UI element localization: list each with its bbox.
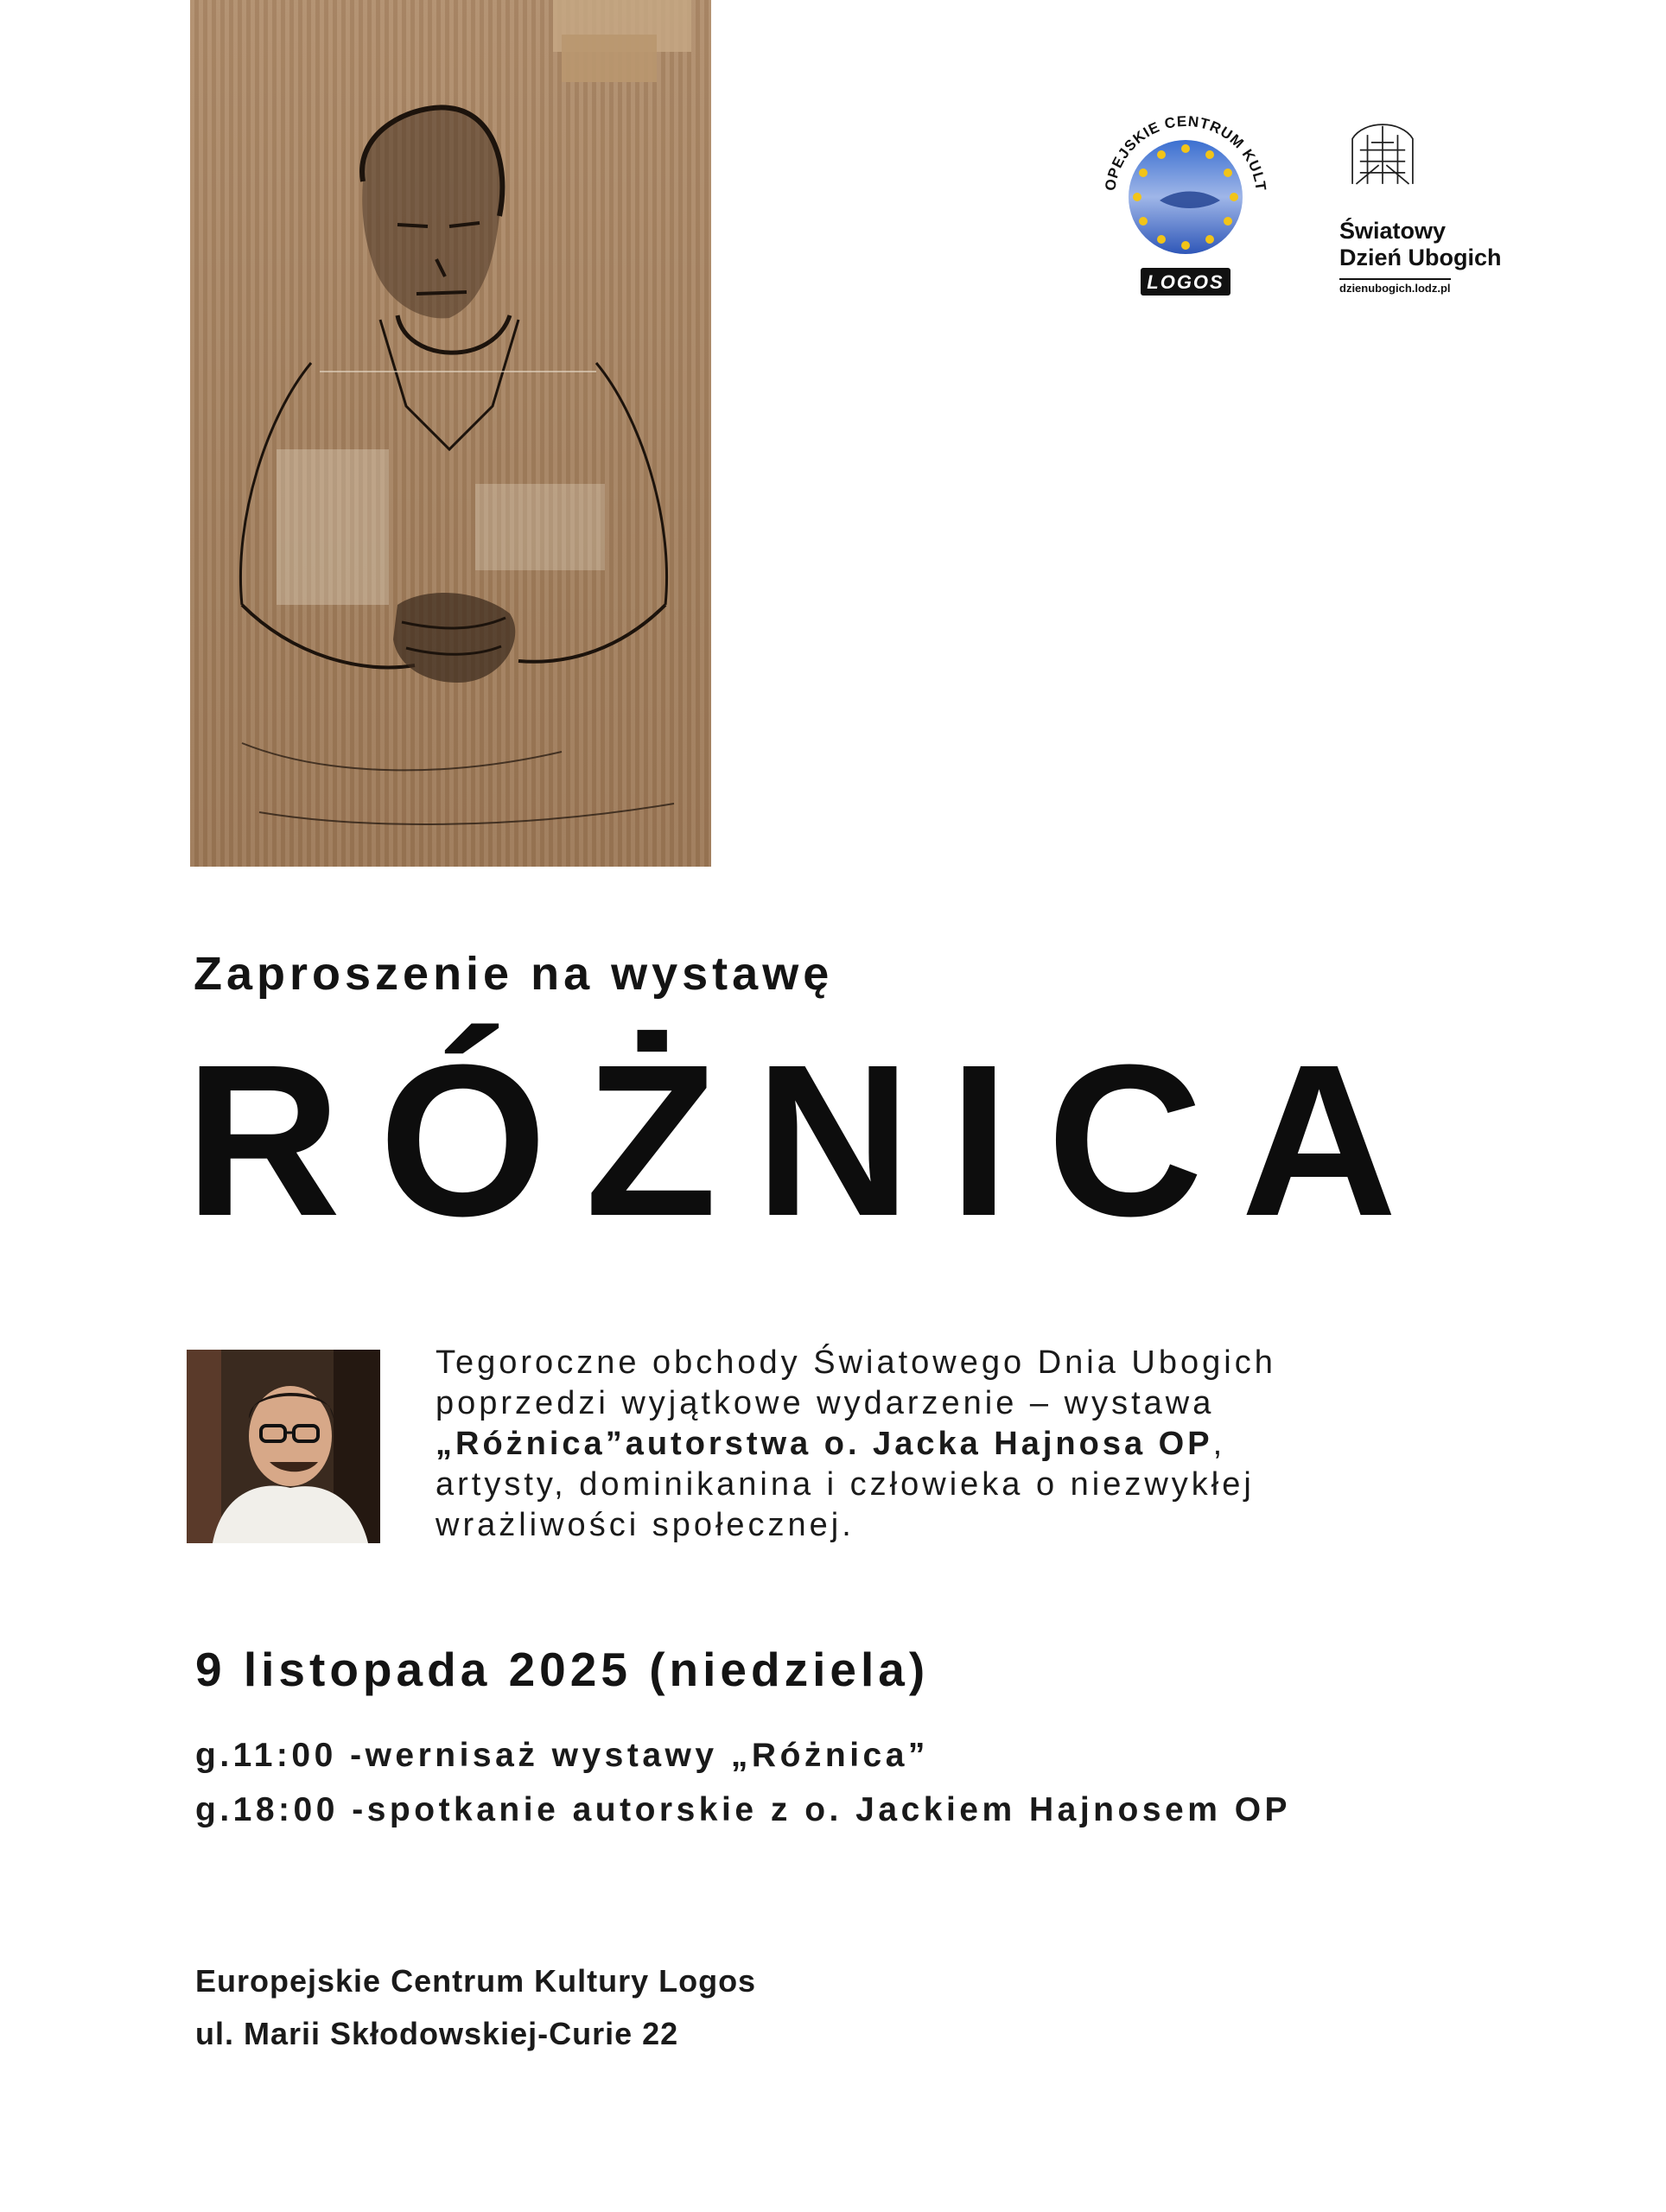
cardboard-portrait-drawing [190,0,711,867]
description-line: artysty, dominikanina i człowieka o niezwykłej [436,1466,1255,1503]
venue-name: Europejskie Centrum Kultury Logos [195,1963,757,1999]
sdu-name-line2: Dzień Ubogich [1339,245,1502,270]
ecl-logo-emblem [1099,104,1272,311]
swiatowy-dzien-ubogich-logo [1339,112,1529,311]
invite-heading: Zaproszenie na wystawę [194,948,834,1000]
author-photo [187,1350,380,1543]
description-comma: , [1212,1426,1226,1462]
church-sketch-icon [1341,112,1424,195]
sdu-url: dzienubogich.lodz.pl [1339,278,1451,295]
sdu-name [1339,218,1547,271]
venue-address: ul. Marii Skłodowskiej-Curie 22 [195,2016,679,2051]
ecl-logos-logo [1099,104,1272,311]
ecl-badge-text: LOGOS [1147,271,1224,293]
event-date: 9 listopada 2025 (niedziela) [195,1643,930,1696]
description-line: wrażliwości społecznej. [436,1507,855,1543]
sdu-name-line1: Światowy [1339,218,1447,244]
schedule-item-author-meeting: g.18:00 -spotkanie autorskie z o. Jackiem Hajnosem OP [195,1791,1292,1828]
ecl-arc-text: OPEJSKIE CENTRUM KULT [1102,112,1269,193]
description-line: poprzedzi wyjątkowe wydarzenie – wystawa [436,1385,1215,1421]
schedule-item-vernissage: g.11:00 -wernisaż wystawy „Różnica” [195,1737,929,1774]
description-line: Tegoroczne obchody Światowego Dnia Ubogich [436,1344,1276,1381]
description-bold-text: „Różnica”autorstwa o. Jacka Hajnosa OP [436,1426,1213,1462]
description-line [436,1424,1472,1465]
artwork-image [190,0,711,867]
author-portrait-photo [187,1350,380,1543]
exhibit-title: RÓŻNICA [185,1020,1435,1261]
exhibition-description [436,1343,1472,1546]
